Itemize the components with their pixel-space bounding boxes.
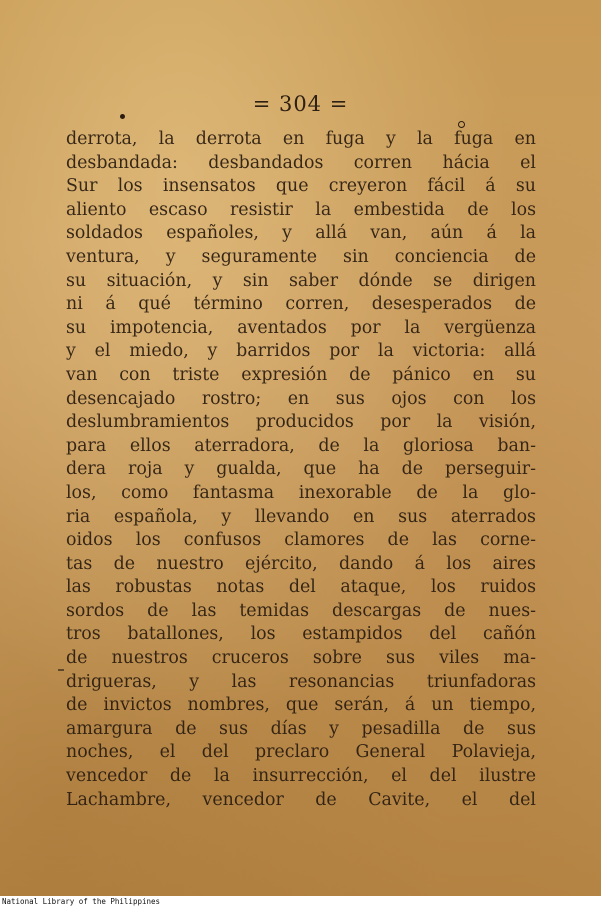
text-line: tas de nuestro ejército, dando á los aires bbox=[66, 553, 536, 574]
page-number: = 304 = bbox=[252, 92, 349, 116]
text-line: tros batallones, los estampidos del cañón bbox=[66, 624, 536, 645]
text-line: aliento escaso resistir la embestida de los bbox=[66, 199, 536, 220]
text-line: drigueras, y las resonancias triunfadoras bbox=[66, 671, 536, 692]
text-line: su impotencia, aventados por la vergüenza bbox=[66, 317, 536, 338]
text-line: su situación, y sin saber dónde se dirigen bbox=[66, 270, 536, 291]
text-line: Sur los insensatos que creyeron fácil á su bbox=[66, 176, 536, 197]
text-line: ria española, y llevando en sus aterrados bbox=[66, 506, 536, 527]
text-line: ventura, y seguramente sin conciencia de bbox=[66, 246, 536, 267]
text-line: Lachambre, vencedor de Cavite, el del bbox=[66, 789, 536, 810]
text-line: de invictos nombres, que serán, á un tiempo, bbox=[66, 695, 536, 716]
text-line: de nuestros cruceros sobre sus viles ma- bbox=[66, 648, 536, 669]
text-line: soldados españoles, y allá van, aún á la bbox=[66, 223, 536, 244]
text-line: sordos de las temidas descargas de nues- bbox=[66, 600, 536, 621]
text-line: deslumbramientos producidos por la visión, bbox=[66, 412, 536, 433]
text-line: oidos los confusos clamores de las corne- bbox=[66, 530, 536, 551]
text-line: vencedor de la insurrección, el del ilustre bbox=[66, 766, 536, 787]
text-line: desencajado rostro; en sus ojos con los bbox=[66, 388, 536, 409]
text-line: para ellos aterradora, de la gloriosa ban- bbox=[66, 435, 536, 456]
text-line: dera roja y gualda, que ha de perseguir- bbox=[66, 459, 536, 480]
ink-speck bbox=[458, 121, 465, 128]
ink-speck bbox=[120, 114, 125, 119]
body-text bbox=[66, 128, 536, 812]
text-line: noches, el del preclaro General Polavieja, bbox=[66, 742, 536, 763]
text-line: ni á qué término corren, desesperados de bbox=[66, 294, 536, 315]
text-line: y el miedo, y barridos por la victoria: allá bbox=[66, 341, 536, 362]
text-line: derrota, la derrota en fuga y la fuga en bbox=[66, 129, 536, 149]
text-line: desbandada: desbandados corren hácia el bbox=[66, 152, 536, 173]
text-line: van con triste expresión de pánico en su bbox=[66, 364, 536, 385]
library-credit: National Library of the Philippines bbox=[2, 897, 161, 906]
text-line: los, como fantasma inexorable de la glo- bbox=[66, 482, 536, 503]
text-line: amargura de sus días y pesadilla de sus bbox=[66, 718, 536, 739]
text-line: las robustas notas del ataque, los ruidos bbox=[66, 577, 536, 598]
ink-speck bbox=[58, 669, 64, 671]
